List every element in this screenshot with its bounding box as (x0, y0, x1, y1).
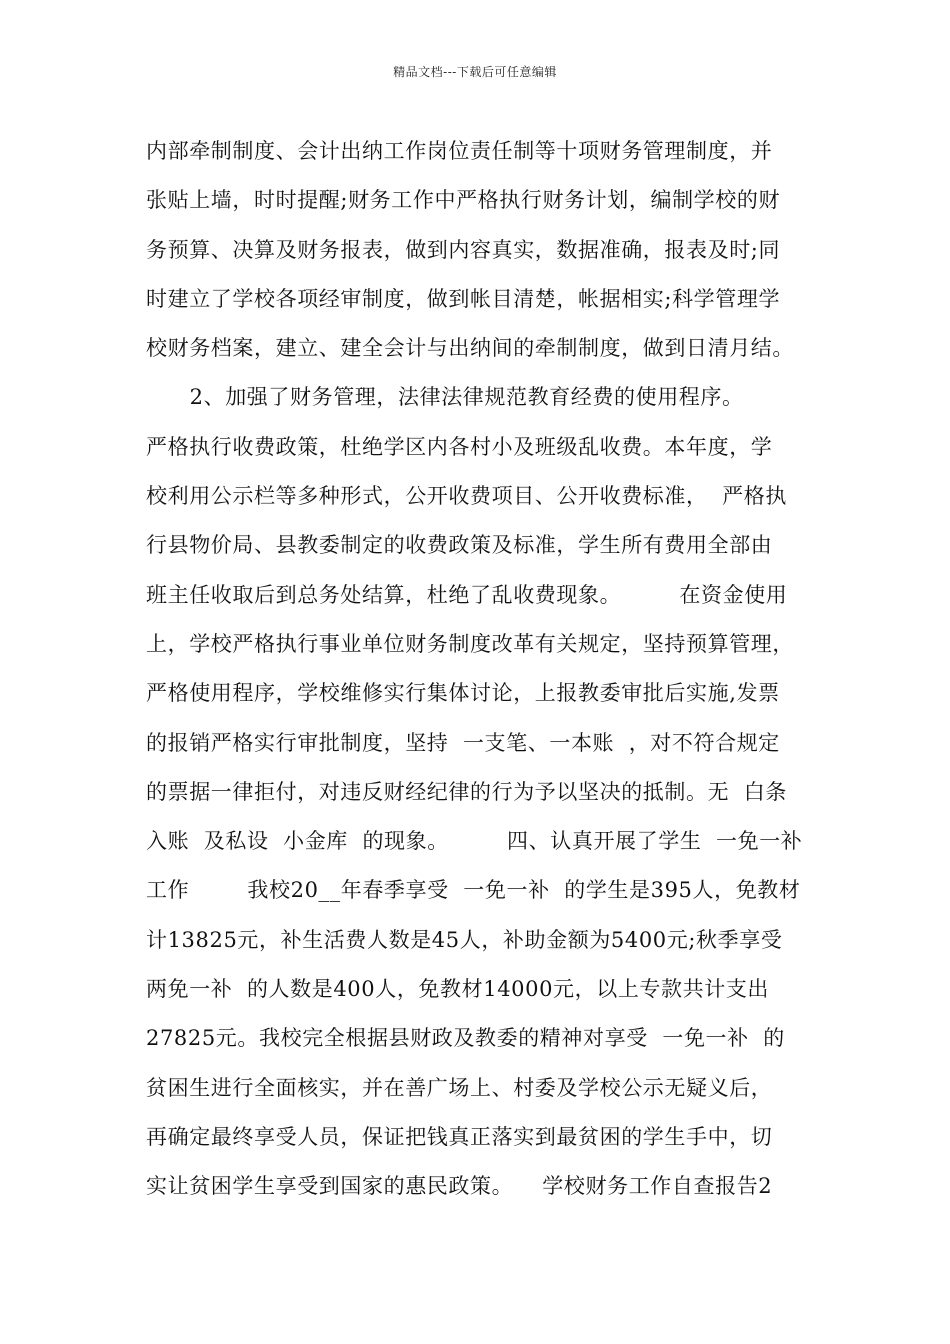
text-line: 再确定最终享受人员，保证把钱真正落实到最贫困的学生手中，切 (146, 1124, 773, 1149)
text-line: 内部牵制制度、会计出纳工作岗位责任制等十项财务管理制度，并 (146, 139, 773, 163)
text-line: 2、加强了财务管理，法律法律规范教育经费的使用程序。 (146, 385, 744, 410)
text-line: 校财务档案，建立、建全会计与出纳间的牵制制度，做到日清月结。 (146, 336, 794, 361)
text-line: 班主任收取后到总务处结算，杜绝了乱收费现象。 在资金使用 (146, 582, 788, 607)
text-line: 27825元。我校完全根据县财政及教委的精神对享受 一免一补 的 (146, 1026, 785, 1051)
page-header: 精品文档---下载后可任意编辑 (393, 65, 557, 79)
text-line: 严格执行收费政策，杜绝学区内各村小及班级乱收费。本年度，学 (146, 434, 773, 459)
text-line: 务预算、决算及财务报表，做到内容真实，数据准确，报表及时;同 (146, 237, 781, 262)
text-line: 实让贫困学生享受到国家的惠民政策。 学校财务工作自查报告2 (146, 1174, 773, 1199)
document-body (146, 127, 846, 1212)
text-line: 计13825元，补生活费人数是45人，补助金额为5400元;秋季享受 (146, 927, 783, 952)
text-line: 的票据一律拒付，对违反财经纪律的行为予以坚决的抵制。无 白条 (146, 779, 787, 804)
text-line: 时建立了学校各项经审制度，做到帐目清楚，帐据相实;科学管理学 (146, 286, 781, 311)
text-line: 行县物价局、县教委制定的收费政策及标准，学生所有费用全部由 (146, 533, 773, 558)
text-line: 的报销严格实行审批制度，坚持 一支笔、一本账 ，对不符合规定 (146, 730, 780, 755)
text-line: 工作 我校20__年春季享受 一免一补 的学生是395人，免教材 (146, 878, 801, 903)
text-line: 两免一补 的人数是400人，免教材14000元，以上专款共计支出 (146, 977, 770, 1002)
text-line: 贫困生进行全面核实，并在善广场上、村委及学校公示无疑义后， (146, 1075, 773, 1100)
text-line: 严格使用程序，学校维修实行集体讨论，上报教委审批后实施,发票 (146, 681, 780, 706)
text-line: 入账 及私设 小金库 的现象。 四、认真开展了学生 一免一补 (146, 829, 803, 854)
text-line: 张贴上墙，时时提醒;财务工作中严格执行财务计划，编制学校的财 (146, 188, 781, 213)
text-line: 上，学校严格执行事业单位财务制度改革有关规定，坚持预算管理， (146, 631, 794, 656)
text-line: 校利用公示栏等多种形式，公开收费项目、公开收费标准， 严格执 (146, 484, 787, 509)
